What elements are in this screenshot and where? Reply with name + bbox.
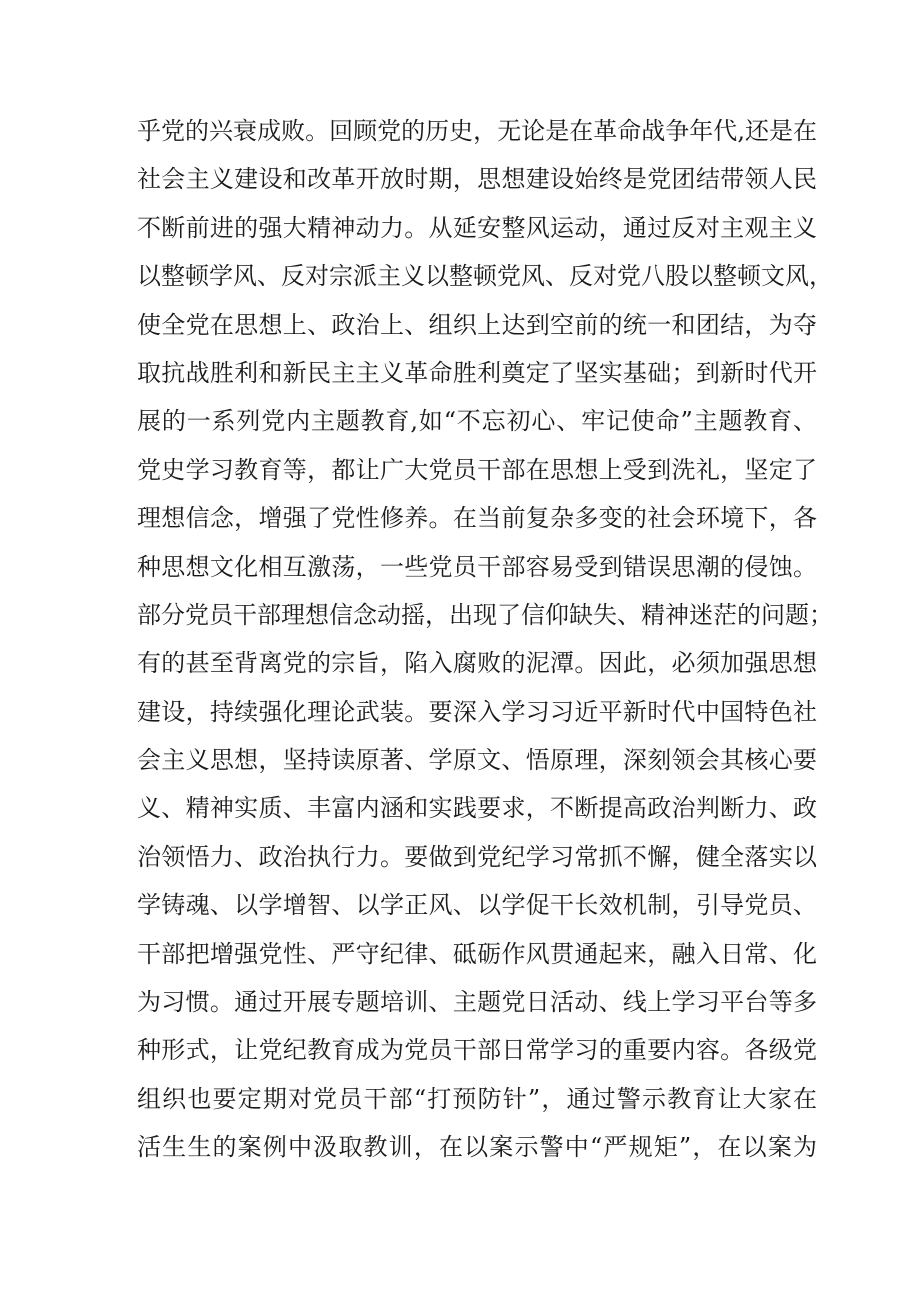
text-line-19: 为习惯。通过开展专题培训、主题党日活动、线上学习平台等多 xyxy=(137,988,817,1017)
text-line-21: 组织也要定期对党员干部“打预防针”，通过警示教育让大家在 xyxy=(137,1084,817,1113)
text-line-8: 党史学习教育等，都让广大党员干部在思想上受到洗礼，坚定了 xyxy=(137,455,817,484)
text-line-13: 建设，持续强化理论武装。要深入学习习近平新时代中国特色社 xyxy=(137,697,817,726)
text-line-6: 取抗战胜利和新民主主义革命胜利奠定了坚实基础；到新时代开 xyxy=(137,358,817,387)
text-line-20: 种形式，让党纪教育成为党员干部日常学习的重要内容。各级党 xyxy=(137,1036,817,1065)
text-line-14: 会主义思想，坚持读原著、学原文、悟原理，深刻领会其核心要 xyxy=(137,746,817,775)
text-line-1: 乎党的兴衰成败。回顾党的历史，无论是在革命战争年代,还是在 xyxy=(137,117,817,145)
text-line-16: 治领悟力、政治执行力。要做到党纪学习常抓不懈，健全落实以 xyxy=(137,842,817,871)
body-paragraph xyxy=(137,107,833,1172)
text-line-22: 活生生的案例中汲取教训，在以案示警中“严规矩”，在以案为 xyxy=(137,1133,817,1162)
text-line-18: 干部把增强党性、严守纪律、砥砺作风贯通起来，融入日常、化 xyxy=(137,939,817,968)
text-line-10: 种思想文化相互激荡，一些党员干部容易受到错误思潮的侵蚀。 xyxy=(137,552,817,581)
text-line-3: 不断前进的强大精神动力。从延安整风运动，通过反对主观主义 xyxy=(137,213,817,242)
text-line-2: 社会主义建设和改革开放时期，思想建设始终是党团结带领人民 xyxy=(137,165,817,194)
text-line-5: 使全党在思想上、政治上、组织上达到空前的统一和团结，为夺 xyxy=(137,310,817,339)
text-line-4: 以整顿学风、反对宗派主义以整顿党风、反对党八股以整顿文风， xyxy=(137,262,833,291)
text-line-15: 义、精神实质、丰富内涵和实践要求，不断提高政治判断力、政 xyxy=(137,794,817,823)
text-line-12: 有的甚至背离党的宗旨，陷入腐败的泥潭。因此，必须加强思想 xyxy=(137,649,817,678)
text-line-17: 学铸魂、以学增智、以学正风、以学促干长效机制，引导党员、 xyxy=(137,891,817,920)
text-line-9: 理想信念，增强了党性修养。在当前复杂多变的社会环境下，各 xyxy=(137,504,817,533)
text-line-7: 展的一系列党内主题教育,如“不忘初心、牢记使命”主题教育、 xyxy=(137,407,817,436)
text-line-11: 部分党员干部理想信念动摇，出现了信仰缺失、精神迷茫的问题； xyxy=(137,600,833,629)
